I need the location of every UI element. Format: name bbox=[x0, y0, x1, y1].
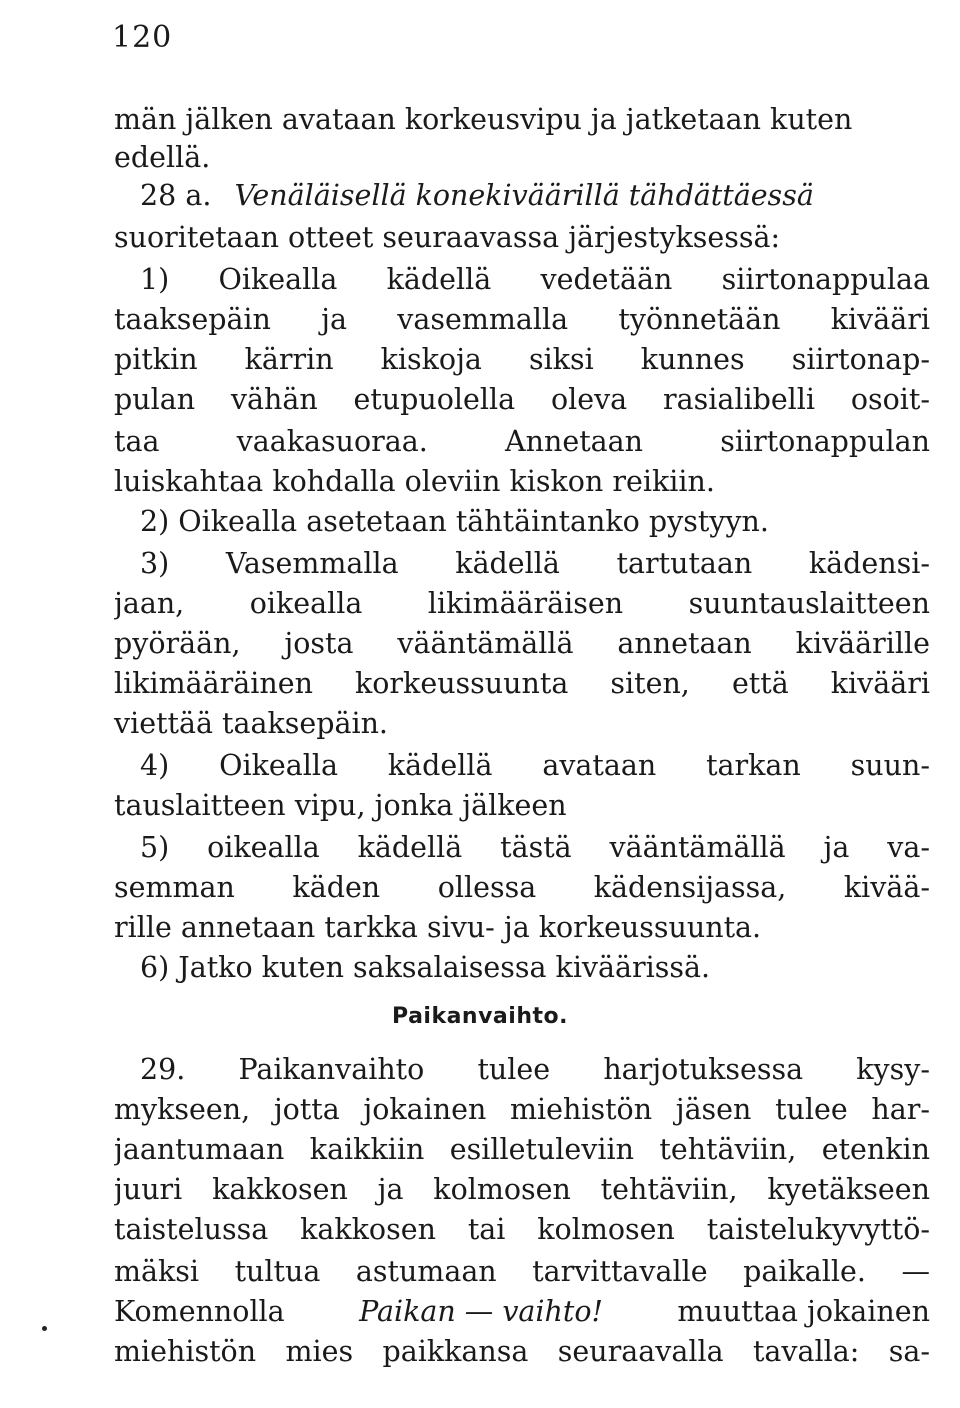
text-line: 2) Oikealla asetetaan tähtäintanko pystyyn. bbox=[140, 505, 769, 538]
page-number: 120 bbox=[112, 20, 173, 55]
text-line: män jälken avataan korkeusvipu ja jatketaan kuten bbox=[114, 103, 853, 136]
text-line: jaan, oikealla likimääräisen suuntauslaitteen bbox=[114, 587, 930, 620]
text-line: 3) Vasemmalla kädellä tartutaan kädensi- bbox=[140, 547, 930, 580]
text-line: taa vaakasuoraa. Annetaan siirtonappulan bbox=[114, 425, 930, 458]
text-line: semman käden ollessa kädensijassa, kivää- bbox=[114, 871, 930, 904]
text-fragment: Komennolla bbox=[114, 1295, 285, 1328]
command-line bbox=[114, 1292, 930, 1332]
section-title-italic: Venäläisellä konekiväärillä tähdättäessä bbox=[234, 179, 814, 212]
text-line: 4) Oikealla kädellä avataan tarkan suun- bbox=[140, 749, 930, 782]
text-line: edellä. bbox=[114, 141, 211, 174]
margin-dot-mark bbox=[42, 1326, 47, 1331]
command-italic: Paikan — vaihto! bbox=[359, 1295, 603, 1328]
text-line: taistelussa kakkosen tai kolmosen taistelukyvyttö- bbox=[114, 1213, 930, 1246]
text-line: suoritetaan otteet seuraavassa järjestyksessä: bbox=[114, 221, 781, 254]
text-line: pyörään, josta vääntämällä annetaan kiväärille bbox=[114, 627, 930, 660]
text-line: luiskahtaa kohdalla oleviin kiskon reikiin. bbox=[114, 465, 715, 498]
text-line: rille annetaan tarkka sivu- ja korkeussuunta. bbox=[114, 911, 762, 944]
text-line: 1) Oikealla kädellä vedetään siirtonappulaa bbox=[140, 263, 930, 296]
text-line: pulan vähän etupuolella oleva rasialibelli osoit- bbox=[114, 383, 930, 416]
section-number: 28 a. bbox=[140, 179, 212, 212]
text-line: mäksi tultua astumaan tarvittavalle paikalle. — bbox=[114, 1255, 930, 1288]
text-line: 29. Paikanvaihto tulee harjotuksessa kysy- bbox=[140, 1053, 930, 1086]
text-line: miehistön mies paikkansa seuraavalla tavalla: sa- bbox=[114, 1335, 930, 1368]
text-line: mykseen, jotta jokainen miehistön jäsen tulee har- bbox=[114, 1093, 930, 1126]
section-28a-line bbox=[140, 176, 930, 216]
text-line: pitkin kärrin kiskoja siksi kunnes siirtonap- bbox=[114, 343, 930, 376]
text-line: juuri kakkosen ja kolmosen tehtäviin, kyetäkseen bbox=[114, 1173, 930, 1206]
section-heading: Paikanvaihto. bbox=[392, 1004, 568, 1029]
text-line: jaantumaan kaikkiin esilletuleviin tehtäviin, etenkin bbox=[114, 1133, 930, 1166]
text-line: 5) oikealla kädellä tästä vääntämällä ja va- bbox=[140, 831, 930, 864]
text-line: 6) Jatko kuten saksalaisessa kiväärissä. bbox=[140, 951, 711, 984]
text-line: viettää taaksepäin. bbox=[114, 707, 388, 740]
text-line: tauslaitteen vipu, jonka jälkeen bbox=[114, 789, 567, 822]
text-line: taaksepäin ja vasemmalla työnnetään kivääri bbox=[114, 303, 930, 336]
text-fragment: muuttaa jokainen bbox=[677, 1295, 930, 1328]
text-line: likimääräinen korkeussuunta siten, että kivääri bbox=[114, 667, 930, 700]
